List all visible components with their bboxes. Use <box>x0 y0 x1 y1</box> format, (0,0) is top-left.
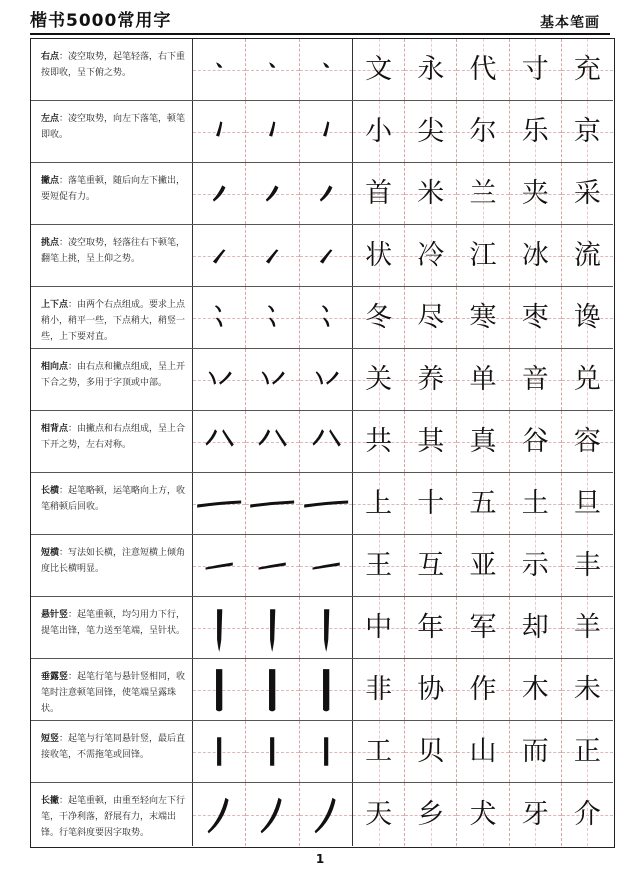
example-char-cell <box>562 225 613 286</box>
example-char: 山 <box>469 736 497 767</box>
short-shu-stroke-icon <box>246 721 298 782</box>
example-char: 未 <box>573 674 601 705</box>
stroke-description <box>31 349 193 410</box>
stroke-description <box>31 225 193 286</box>
stroke-demo-group <box>193 101 353 162</box>
stroke-demo-cell <box>246 535 299 596</box>
stroke-desc-text: ：起笔行笔与悬针竖相同，收笔时注意顿笔回锋，使笔端呈露珠状。 <box>41 672 186 714</box>
example-char: 羊 <box>573 612 601 643</box>
stroke-name: 右点 <box>41 52 60 62</box>
stroke-row <box>31 287 613 349</box>
example-char: 协 <box>417 674 445 705</box>
header-rule <box>30 33 610 35</box>
stroke-demo-cell <box>193 225 246 286</box>
stroke-desc-text: ：凌空取势，起笔轻落，右下重按即收，呈下俯之势。 <box>41 52 186 78</box>
example-char: 十 <box>417 488 445 519</box>
example-char-cell <box>353 225 405 286</box>
pie-dot-stroke-icon <box>246 163 298 224</box>
page-header <box>0 0 640 34</box>
stroke-description <box>31 783 193 846</box>
stroke-demo-cell <box>246 473 299 534</box>
example-char-cell <box>457 225 509 286</box>
example-char-cell <box>405 659 457 720</box>
stroke-demo-cell <box>300 287 352 348</box>
example-chars-group <box>353 597 613 658</box>
example-char-cell <box>457 163 509 224</box>
example-char-cell <box>457 783 509 846</box>
stroke-description <box>31 411 193 472</box>
stroke-row <box>31 101 613 163</box>
back-dot-stroke-icon <box>246 411 298 472</box>
example-char-cell <box>510 163 562 224</box>
example-char: 而 <box>521 736 549 767</box>
stroke-description <box>31 473 193 534</box>
stroke-desc-text: ：凌空取势，轻落往右下顿笔，翻笔上挑，呈上仰之势。 <box>41 238 186 264</box>
example-char: 谗 <box>573 302 601 333</box>
up-down-dot-stroke-icon <box>300 287 352 348</box>
stroke-demo-cell <box>300 349 352 410</box>
page-number: 1 <box>315 852 325 866</box>
stroke-desc-text: ：由撇点和右点组成，呈上合下开之势，左右对称。 <box>41 424 186 450</box>
example-char-cell <box>353 39 405 100</box>
stroke-demo-cell <box>300 721 352 782</box>
stroke-demo-group <box>193 411 353 472</box>
example-chars-group <box>353 783 613 846</box>
example-char: 介 <box>573 799 601 830</box>
stroke-description <box>31 39 193 100</box>
long-heng-stroke-icon <box>246 473 298 534</box>
example-char-cell <box>353 597 405 658</box>
example-char: 木 <box>521 674 549 705</box>
example-char: 乐 <box>521 116 549 147</box>
example-char-cell <box>562 287 613 348</box>
example-char: 上 <box>365 488 393 519</box>
example-char: 乡 <box>417 799 445 830</box>
stroke-name: 短竖 <box>41 734 60 744</box>
stroke-desc-text: ：凌空取势，向左下落笔，顿笔即收。 <box>41 114 186 140</box>
example-char: 丰 <box>573 550 601 581</box>
example-chars-group <box>353 721 613 782</box>
right-dot-stroke-icon <box>246 39 298 100</box>
example-char: 代 <box>469 54 497 85</box>
stroke-demo-cell <box>246 597 299 658</box>
stroke-demo-cell <box>246 225 299 286</box>
example-char: 寸 <box>521 54 549 85</box>
example-char: 尖 <box>417 116 445 147</box>
example-char: 采 <box>573 178 601 209</box>
example-char-cell <box>353 473 405 534</box>
stroke-demo-cell <box>193 287 246 348</box>
example-char-cell <box>353 783 405 846</box>
stroke-demo-cell <box>246 411 299 472</box>
stroke-demo-cell <box>193 473 246 534</box>
stroke-demo-cell <box>246 101 299 162</box>
stroke-name: 相向点 <box>41 362 69 372</box>
stroke-demo-cell <box>300 163 352 224</box>
short-heng-stroke-icon <box>193 535 245 596</box>
stroke-desc-text: ：由两个右点组成。要求上点稍小，稍平一些，下点稍大，稍竖一些，上下要对直。 <box>41 300 186 342</box>
example-char: 年 <box>417 612 445 643</box>
example-char-cell <box>510 287 562 348</box>
example-char: 枣 <box>521 302 549 333</box>
stroke-demo-cell <box>300 411 352 472</box>
stroke-demo-cell <box>246 659 299 720</box>
short-heng-stroke-icon <box>246 535 298 596</box>
example-char: 贝 <box>417 736 445 767</box>
stroke-demo-cell <box>193 101 246 162</box>
example-char-cell <box>353 349 405 410</box>
stroke-row <box>31 597 613 659</box>
section-title: 基本笔画 <box>540 15 600 31</box>
example-char: 天 <box>365 799 393 830</box>
example-char-cell <box>562 783 613 846</box>
stroke-desc-text: ：起笔略顿，运笔略向上方，收笔稍顿后回收。 <box>41 486 186 512</box>
example-chars-group <box>353 225 613 286</box>
stroke-demo-group <box>193 163 353 224</box>
long-pie-stroke-icon <box>300 783 352 846</box>
example-char: 冷 <box>417 240 445 271</box>
pie-dot-stroke-icon <box>300 163 352 224</box>
stroke-demo-group <box>193 721 353 782</box>
example-char: 示 <box>521 550 549 581</box>
stroke-demo-cell <box>300 597 352 658</box>
tiao-dot-stroke-icon <box>246 225 298 286</box>
back-dot-stroke-icon <box>300 411 352 472</box>
stroke-name: 挑点 <box>41 238 60 248</box>
example-char: 京 <box>573 116 601 147</box>
stroke-description <box>31 287 193 348</box>
example-char-cell <box>405 783 457 846</box>
example-char: 牙 <box>521 799 549 830</box>
stroke-desc-text: ：由右点和撇点组成，呈上开下合之势，多用于字顶或中部。 <box>41 362 186 388</box>
stroke-desc-text: ：起笔重顿，均匀用力下行，提笔出锋，笔力送至笔端，呈针状。 <box>41 610 186 636</box>
stroke-desc-text: ：写法如长横，注意短横上倾角度比长横明显。 <box>41 548 186 574</box>
stroke-name: 长撇 <box>41 796 60 806</box>
example-char-cell <box>405 39 457 100</box>
example-char-cell <box>405 163 457 224</box>
stroke-description <box>31 163 193 224</box>
stroke-desc-text: ：落笔重顿，随后向左下撇出，要短促有力。 <box>41 176 186 202</box>
example-chars-group <box>353 411 613 472</box>
example-char-cell <box>457 39 509 100</box>
needle-shu-stroke-icon <box>246 597 298 658</box>
example-char: 中 <box>365 612 393 643</box>
example-char-cell <box>405 101 457 162</box>
dew-shu-stroke-icon <box>300 659 352 720</box>
stroke-demo-cell <box>246 349 299 410</box>
stroke-demo-cell <box>193 535 246 596</box>
stroke-demo-cell <box>300 39 352 100</box>
short-shu-stroke-icon <box>300 721 352 782</box>
example-chars-group <box>353 287 613 348</box>
example-char: 尽 <box>417 302 445 333</box>
needle-shu-stroke-icon <box>193 597 245 658</box>
up-down-dot-stroke-icon <box>246 287 298 348</box>
left-dot-stroke-icon <box>246 101 298 162</box>
example-chars-group <box>353 39 613 100</box>
example-char-cell <box>510 597 562 658</box>
stroke-description <box>31 597 193 658</box>
example-char-cell <box>510 101 562 162</box>
book-title: 楷书5000常用字 <box>30 11 172 31</box>
facing-dot-stroke-icon <box>246 349 298 410</box>
stroke-description <box>31 535 193 596</box>
example-char: 文 <box>365 54 393 85</box>
tiao-dot-stroke-icon <box>300 225 352 286</box>
stroke-demo-group <box>193 473 353 534</box>
example-char: 寒 <box>469 302 497 333</box>
stroke-demo-group <box>193 287 353 348</box>
long-pie-stroke-icon <box>193 783 245 846</box>
example-char-cell <box>457 349 509 410</box>
example-char-cell <box>353 287 405 348</box>
example-char-cell <box>405 597 457 658</box>
stroke-description <box>31 659 193 720</box>
example-chars-group <box>353 101 613 162</box>
stroke-row <box>31 163 613 225</box>
stroke-row <box>31 349 613 411</box>
stroke-name: 上下点 <box>41 300 69 310</box>
facing-dot-stroke-icon <box>300 349 352 410</box>
example-char: 养 <box>417 364 445 395</box>
example-char: 单 <box>469 364 497 395</box>
example-char-cell <box>353 721 405 782</box>
example-char: 首 <box>365 178 393 209</box>
example-char-cell <box>457 411 509 472</box>
stroke-demo-cell <box>246 721 299 782</box>
example-char-cell <box>562 349 613 410</box>
stroke-demo-cell <box>246 39 299 100</box>
example-char: 互 <box>417 550 445 581</box>
example-char-cell <box>562 39 613 100</box>
example-char-cell <box>405 349 457 410</box>
stroke-name: 相背点 <box>41 424 69 434</box>
stroke-demo-cell <box>300 783 352 846</box>
stroke-name: 短横 <box>41 548 60 558</box>
right-dot-stroke-icon <box>193 39 245 100</box>
example-char-cell <box>562 659 613 720</box>
example-char-cell <box>510 783 562 846</box>
example-char-cell <box>457 287 509 348</box>
right-dot-stroke-icon <box>300 39 352 100</box>
stroke-row <box>31 411 613 473</box>
stroke-demo-group <box>193 39 353 100</box>
example-char-cell <box>405 225 457 286</box>
stroke-row <box>31 225 613 287</box>
stroke-name: 悬针竖 <box>41 610 69 620</box>
long-pie-stroke-icon <box>246 783 298 846</box>
stroke-demo-group <box>193 783 353 846</box>
example-char: 工 <box>365 736 393 767</box>
example-char: 容 <box>573 426 601 457</box>
example-char-cell <box>457 721 509 782</box>
example-char-cell <box>457 473 509 534</box>
example-char: 亚 <box>469 550 497 581</box>
example-char: 兰 <box>469 178 497 209</box>
stroke-desc-text: ：起笔与行笔同悬针竖，最后直接收笔，不需拖笔或回锋。 <box>41 734 186 760</box>
stroke-row <box>31 473 613 535</box>
example-char-cell <box>510 721 562 782</box>
short-heng-stroke-icon <box>300 535 352 596</box>
example-chars-group <box>353 163 613 224</box>
example-char: 米 <box>417 178 445 209</box>
example-char: 流 <box>573 240 601 271</box>
example-char-cell <box>562 411 613 472</box>
example-char: 江 <box>469 240 497 271</box>
stroke-demo-group <box>193 597 353 658</box>
stroke-demo-cell <box>193 411 246 472</box>
example-char: 其 <box>417 426 445 457</box>
stroke-demo-cell <box>193 659 246 720</box>
example-char: 却 <box>521 612 549 643</box>
example-char-cell <box>405 721 457 782</box>
example-char-cell <box>457 597 509 658</box>
stroke-description <box>31 101 193 162</box>
stroke-demo-cell <box>193 349 246 410</box>
up-down-dot-stroke-icon <box>193 287 245 348</box>
example-char: 冬 <box>365 302 393 333</box>
example-char: 非 <box>365 674 393 705</box>
pie-dot-stroke-icon <box>193 163 245 224</box>
dew-shu-stroke-icon <box>246 659 298 720</box>
example-char: 真 <box>469 426 497 457</box>
example-char-cell <box>510 659 562 720</box>
stroke-demo-cell <box>246 163 299 224</box>
example-char: 共 <box>365 426 393 457</box>
stroke-demo-cell <box>193 721 246 782</box>
example-chars-group <box>353 659 613 720</box>
stroke-demo-cell <box>300 659 352 720</box>
example-char: 谷 <box>521 426 549 457</box>
example-chars-group <box>353 349 613 410</box>
example-char-cell <box>405 535 457 596</box>
example-char-cell <box>510 535 562 596</box>
example-char: 作 <box>469 674 497 705</box>
left-dot-stroke-icon <box>300 101 352 162</box>
facing-dot-stroke-icon <box>193 349 245 410</box>
back-dot-stroke-icon <box>193 411 245 472</box>
example-char-cell <box>353 535 405 596</box>
example-char: 兑 <box>573 364 601 395</box>
example-char: 旦 <box>573 488 601 519</box>
example-char: 关 <box>365 364 393 395</box>
example-char-cell <box>562 163 613 224</box>
example-char-cell <box>405 473 457 534</box>
stroke-demo-group <box>193 659 353 720</box>
stroke-demo-cell <box>300 225 352 286</box>
example-char-cell <box>353 163 405 224</box>
example-char: 冰 <box>521 240 549 271</box>
stroke-desc-text: ：起笔重顿，由重至轻向左下行笔，干净利落，舒展有力，末端出锋。行笔斜度要因字取势。 <box>41 796 186 838</box>
stroke-name: 长横 <box>41 486 60 496</box>
example-char: 正 <box>573 736 601 767</box>
stroke-demo-group <box>193 535 353 596</box>
example-char: 永 <box>417 54 445 85</box>
long-heng-stroke-icon <box>300 473 352 534</box>
example-char-cell <box>562 721 613 782</box>
example-char: 尔 <box>469 116 497 147</box>
stroke-demo-cell <box>193 597 246 658</box>
stroke-demo-cell <box>300 535 352 596</box>
stroke-demo-group <box>193 225 353 286</box>
example-char-cell <box>457 535 509 596</box>
stroke-table <box>30 38 615 848</box>
example-char: 小 <box>365 116 393 147</box>
example-char-cell <box>510 225 562 286</box>
example-char-cell <box>562 597 613 658</box>
example-char-cell <box>457 101 509 162</box>
example-chars-group <box>353 535 613 596</box>
example-chars-group <box>353 473 613 534</box>
stroke-row <box>31 659 613 721</box>
example-char-cell <box>562 101 613 162</box>
example-char: 军 <box>469 612 497 643</box>
stroke-name: 垂露竖 <box>41 672 69 682</box>
example-char: 土 <box>521 488 549 519</box>
stroke-demo-cell <box>300 473 352 534</box>
example-char-cell <box>353 411 405 472</box>
example-char-cell <box>562 535 613 596</box>
stroke-description <box>31 721 193 782</box>
stroke-row <box>31 39 613 101</box>
stroke-demo-cell <box>246 783 299 846</box>
stroke-demo-group <box>193 349 353 410</box>
example-char: 五 <box>469 488 497 519</box>
needle-shu-stroke-icon <box>300 597 352 658</box>
stroke-row <box>31 783 613 846</box>
example-char-cell <box>562 473 613 534</box>
example-char-cell <box>405 411 457 472</box>
left-dot-stroke-icon <box>193 101 245 162</box>
short-shu-stroke-icon <box>193 721 245 782</box>
stroke-name: 左点 <box>41 114 60 124</box>
stroke-row <box>31 535 613 597</box>
example-char-cell <box>353 659 405 720</box>
long-heng-stroke-icon <box>193 473 245 534</box>
example-char-cell <box>510 473 562 534</box>
example-char: 状 <box>365 240 393 271</box>
stroke-name: 撇点 <box>41 176 60 186</box>
example-char: 充 <box>573 54 601 85</box>
example-char: 夹 <box>521 178 549 209</box>
example-char-cell <box>510 39 562 100</box>
stroke-demo-cell <box>193 163 246 224</box>
stroke-demo-cell <box>193 783 246 846</box>
example-char: 王 <box>365 550 393 581</box>
stroke-demo-cell <box>193 39 246 100</box>
example-char-cell <box>510 411 562 472</box>
example-char: 犬 <box>469 799 497 830</box>
tiao-dot-stroke-icon <box>193 225 245 286</box>
example-char-cell <box>457 659 509 720</box>
example-char-cell <box>353 101 405 162</box>
stroke-demo-cell <box>246 287 299 348</box>
stroke-row <box>31 721 613 783</box>
stroke-demo-cell <box>300 101 352 162</box>
example-char-cell <box>405 287 457 348</box>
dew-shu-stroke-icon <box>193 659 245 720</box>
example-char: 音 <box>521 364 549 395</box>
example-char-cell <box>510 349 562 410</box>
